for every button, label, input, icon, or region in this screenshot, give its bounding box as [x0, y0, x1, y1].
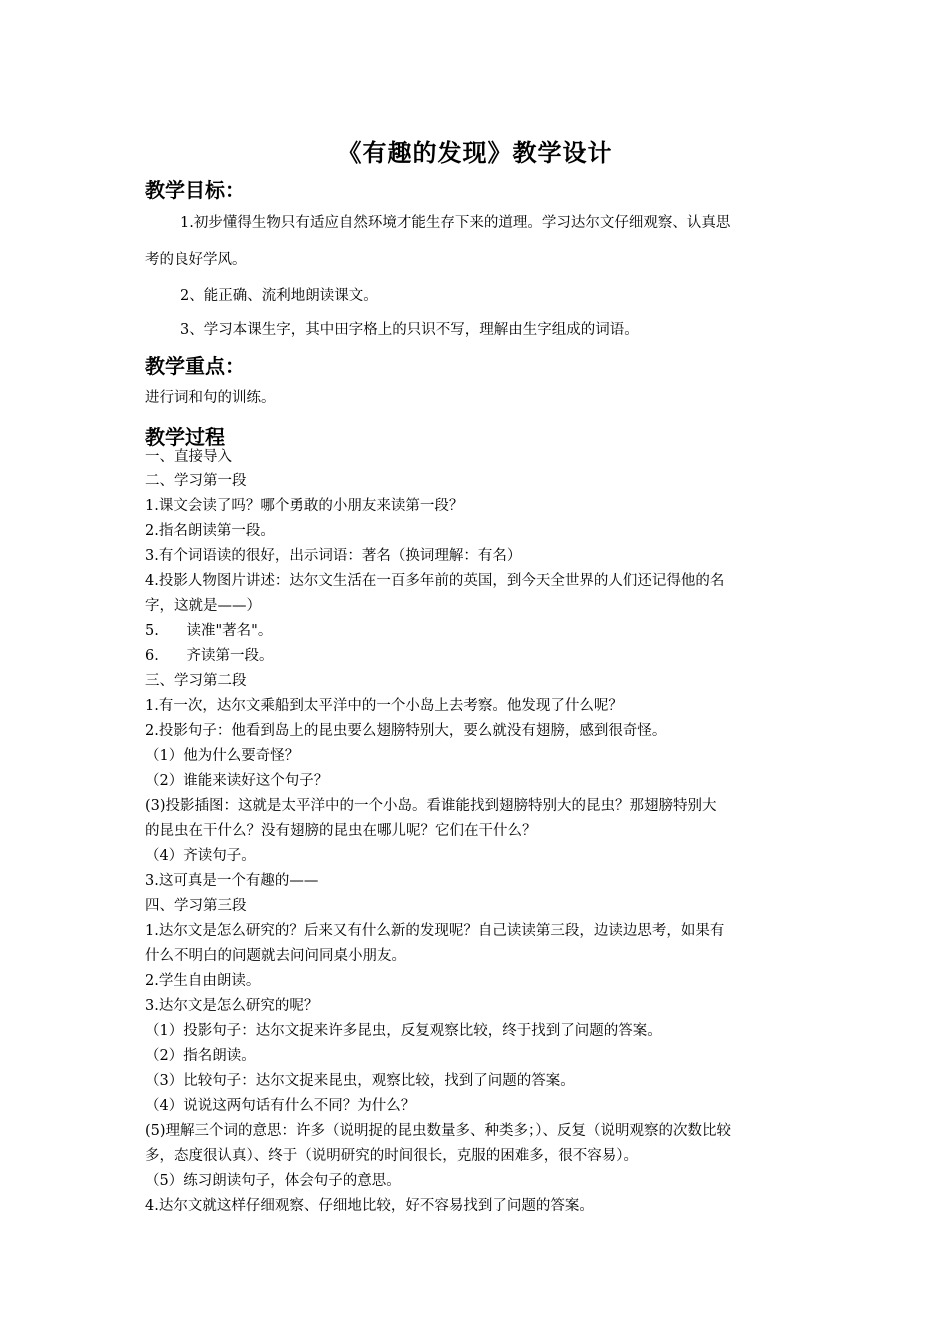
process-line: 字，这就是——）: [145, 598, 261, 614]
process-line: （2）指名朗读。: [145, 1048, 256, 1064]
process-line: 1.有一次，达尔文乘船到太平洋中的一个小岛上去考察。他发现了什么呢？: [145, 698, 623, 714]
process-line: 6. 齐读第一段。: [145, 648, 274, 664]
process-line: 4.达尔文就这样仔细观察、仔细地比较，好不容易找到了问题的答案。: [145, 1198, 594, 1214]
process-line: 3.达尔文是怎么研究的呢？: [145, 998, 319, 1014]
process-line: 3.这可真是一个有趣的——: [145, 873, 319, 889]
process-line: （1）投影句子：达尔文捉来许多昆虫，反复观察比较，终于找到了问题的答案。: [145, 1023, 662, 1039]
process-line: 一、直接导入: [145, 449, 232, 465]
process-line: （1）他为什么要奇怪？: [145, 748, 300, 764]
process-line: 二、学习第一段: [145, 473, 247, 489]
objectives-heading: 教学目标：: [145, 178, 245, 202]
process-line: （4）说说这两句话有什么不同？为什么？: [145, 1098, 416, 1114]
process-line: 4.投影人物图片讲述：达尔文生活在一百多年前的英国，到今天全世界的人们还记得他的名: [145, 573, 725, 589]
document-title: 《有趣的发现》教学设计: [337, 139, 613, 167]
process-line: 什么不明白的问题就去问问同桌小朋友。: [145, 948, 406, 964]
process-line: 三、学习第二段: [145, 673, 247, 689]
process-line: 5. 读准"著名"。: [145, 623, 273, 639]
process-line: 1.达尔文是怎么研究的？后来又有什么新的发现呢？自己读读第三段，边读边思考，如果有: [145, 923, 725, 939]
process-line: （5）练习朗读句子，体会句子的意思。: [145, 1173, 401, 1189]
process-line: (5)理解三个词的意思：许多（说明捉的昆虫数量多、种类多；）、反复（说明观察的次数比较: [145, 1123, 732, 1139]
process-line: 四、学习第三段: [145, 898, 247, 914]
process-line: 多，态度很认真）、终于（说明研究的时间很长，克服的困难多，很不容易）。: [145, 1148, 638, 1164]
objective-1-line-1: 1.初步懂得生物只有适应自然环境才能生存下来的道理。学习达尔文仔细观察、认真思: [180, 215, 731, 231]
objective-1-line-2: 考的良好学风。: [145, 252, 247, 268]
focus-text: 进行词和句的训练。: [145, 390, 276, 406]
process-line: (3)投影插图：这就是太平洋中的一个小岛。看谁能找到翅膀特别大的昆虫？那翅膀特别大: [145, 798, 717, 814]
process-line: 2.投影句子：他看到岛上的昆虫要么翅膀特别大，要么就没有翅膀，感到很奇怪。: [145, 723, 667, 739]
process-line: 的昆虫在干什么？没有翅膀的昆虫在哪儿呢？它们在干什么？: [145, 823, 537, 839]
process-heading: 教学过程: [145, 425, 225, 449]
process-line: 3.有个词语读的很好，出示词语：著名（换词理解：有名）: [145, 548, 522, 564]
process-line: 2.学生自由朗读。: [145, 973, 261, 989]
process-line: 2.指名朗读第一段。: [145, 523, 275, 539]
objective-3: 3、学习本课生字，其中田字格上的只识不写，理解由生字组成的词语。: [180, 322, 639, 338]
objective-2: 2、能正确、流利地朗读课文。: [180, 288, 378, 304]
process-line: （2）谁能来读好这个句子？: [145, 773, 329, 789]
process-line: （4）齐读句子。: [145, 848, 256, 864]
process-line: （3）比较句子：达尔文捉来昆虫，观察比较，找到了问题的答案。: [145, 1073, 575, 1089]
process-line: 1.课文会读了吗？哪个勇敢的小朋友来读第一段？: [145, 498, 464, 514]
focus-heading: 教学重点：: [145, 354, 245, 378]
